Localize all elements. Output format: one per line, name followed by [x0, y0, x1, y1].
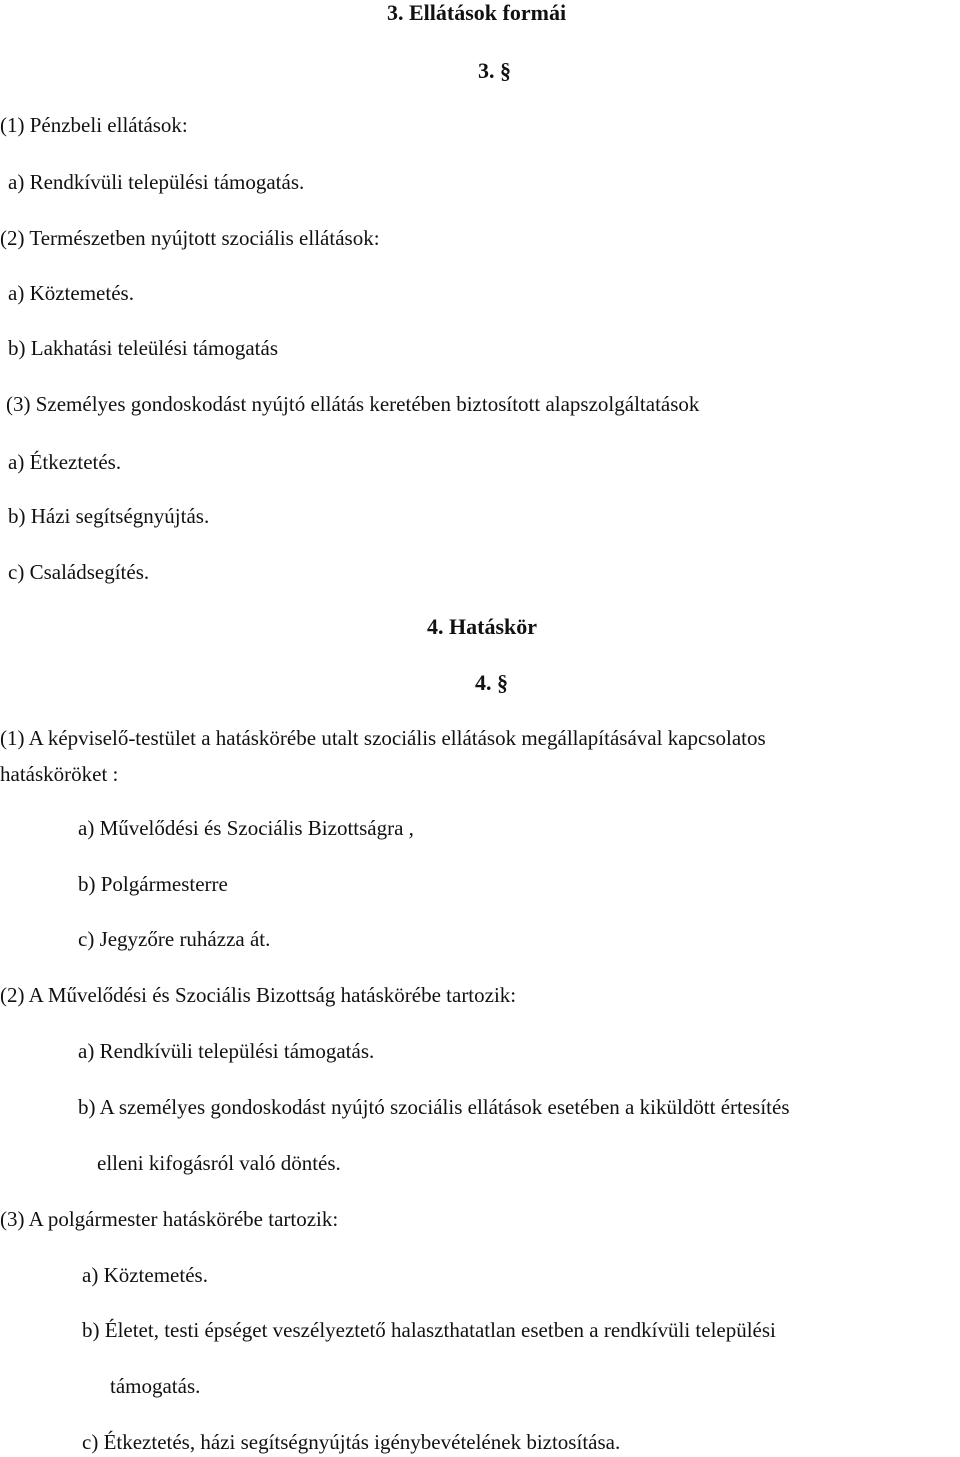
paragraph-4-1-b: b) Polgármesterre	[78, 872, 228, 896]
paragraph-3-3-c: c) Családsegítés.	[8, 560, 150, 584]
paragraph-4-2-heading: (2) A Művelődési és Szociális Bizottság hatáskörébe tartozik:	[0, 983, 517, 1007]
paragraph-4-1-line1: (1) A képviselő-testület a hatáskörébe utalt szociális ellátások megállapításával kapcsolatos	[0, 726, 766, 750]
section-3-title: 3. Ellátások formái	[387, 0, 567, 25]
paragraph-4-1-c: c) Jegyzőre ruházza át.	[78, 927, 271, 951]
paragraph-4-1-a: a) Művelődési és Szociális Bizottságra ,	[78, 816, 414, 840]
paragraph-4-1-line2: hatásköröket :	[0, 762, 119, 786]
paragraph-4-3-heading: (3) A polgármester hatáskörébe tartozik:	[0, 1207, 339, 1231]
paragraph-4-2-a: a) Rendkívüli települési támogatás.	[78, 1039, 375, 1063]
paragraph-4-3-c: c) Étkeztetés, házi segítségnyújtás igénybevételének biztosítása.	[82, 1430, 621, 1454]
section-4-mark	[475, 670, 508, 696]
section-4-number: 4.	[475, 670, 492, 695]
paragraph-3-1-a: a) Rendkívüli települési támogatás.	[8, 170, 305, 194]
paragraph-4-2-b-line2: elleni kifogásról való döntés.	[97, 1151, 341, 1175]
section-3-mark	[478, 58, 511, 84]
paragraph-3-2-b: b) Lakhatási teleülési támogatás	[8, 336, 278, 360]
paragraph-4-3-b-line2: támogatás.	[110, 1374, 201, 1398]
paragraph-4-3-b-line1: b) Életet, testi épséget veszélyeztető halaszthatatlan esetben a rendkívüli települési	[82, 1318, 776, 1342]
section-4-title: 4. Hatáskör	[427, 614, 537, 639]
paragraph-3-3-b: b) Házi segítségnyújtás.	[8, 504, 210, 528]
paragraph-3-3-a: a) Étkeztetés.	[8, 450, 122, 474]
paragraph-3-2-a: a) Köztemetés.	[8, 281, 134, 305]
paragraph-4-3-a: a) Köztemetés.	[82, 1263, 208, 1287]
paragraph-4-2-b-line1: b) A személyes gondoskodást nyújtó szociális ellátások esetében a kiküldött értesítés	[78, 1095, 790, 1119]
section-3-number: 3.	[478, 58, 495, 83]
section-sign-icon: §	[491, 670, 508, 695]
section-sign-icon: §	[494, 58, 511, 83]
paragraph-3-1-heading: (1) Pénzbeli ellátások:	[0, 113, 188, 137]
paragraph-3-3-heading: (3) Személyes gondoskodást nyújtó ellátás keretében biztosított alapszolgáltatások	[6, 392, 700, 416]
paragraph-3-2-heading: (2) Természetben nyújtott szociális ellátások:	[0, 226, 380, 250]
